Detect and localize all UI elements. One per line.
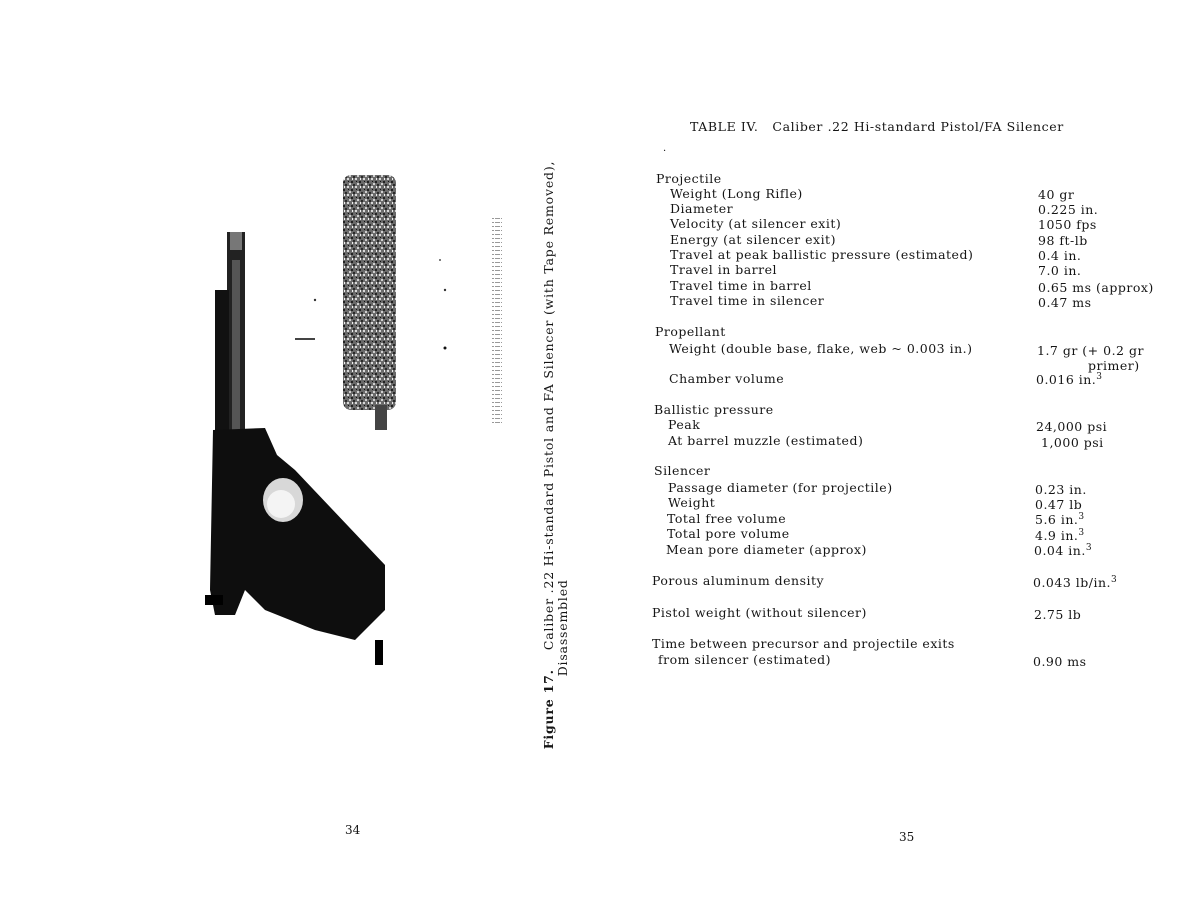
table-title [690, 119, 1064, 134]
row-label: Travel in barrel [670, 262, 778, 277]
row-label: Travel time in barrel [670, 278, 812, 293]
caption-line-2: Disassembled [555, 579, 570, 677]
pistol-grip [210, 428, 385, 640]
row-label: Weight (Long Rifle) [670, 186, 803, 201]
row-value: 4.9 in.$^3$ [1035, 528, 1085, 543]
row-value: 7.0 in. [1038, 263, 1082, 278]
row-value: 24,000 psi [1036, 419, 1108, 434]
row-label: Travel at peak ballistic pressure (estimated) [670, 247, 974, 262]
row-label: Weight (double base, flake, web ~ 0.003 in.) [669, 341, 973, 356]
row-label: Energy (at silencer exit) [670, 232, 836, 247]
row-label-continued: from silencer (estimated) [658, 652, 831, 667]
row-label: Chamber volume [669, 371, 785, 386]
row-label: Time between precursor and projectile exits [652, 636, 955, 651]
row-label: Travel time in silencer [670, 293, 825, 308]
row-value: 0.47 lb [1035, 497, 1083, 512]
row-value: 1,000 psi [1041, 435, 1104, 450]
row-value: 40 gr [1038, 187, 1075, 202]
row-value: 0.90 ms [1033, 654, 1087, 669]
row-label: Porous aluminum density [652, 573, 825, 588]
table-label: TABLE IV. [690, 119, 759, 134]
section-heading: Ballistic pressure [654, 402, 774, 417]
row-value: 0.225 in. [1038, 202, 1099, 217]
right-page [590, 0, 1182, 914]
silencer-tube [343, 175, 396, 410]
section-heading: Silencer [654, 463, 711, 478]
row-label: Peak [668, 417, 701, 432]
pistol-silencer-photo [195, 170, 525, 670]
row-value: 0.04 in.$^3$ [1034, 543, 1093, 558]
page-number-left: 34 [345, 823, 361, 837]
row-value-continued: primer) [1088, 358, 1140, 373]
row-value: 1050 fps [1038, 217, 1097, 232]
row-label: Passage diameter (for projectile) [668, 480, 893, 495]
row-label: Diameter [670, 201, 734, 216]
section-heading: Projectile [656, 171, 722, 186]
row-label: Mean pore diameter (approx) [666, 542, 867, 557]
row-value: 0.4 in. [1038, 248, 1082, 263]
row-label: At barrel muzzle (estimated) [668, 433, 864, 448]
row-label: Total free volume [667, 511, 787, 526]
figure-label: Figure 17. [541, 669, 556, 750]
scale-ruler [492, 215, 502, 425]
row-value: 98 ft-lb [1038, 233, 1088, 248]
stray-mark: · [663, 146, 667, 157]
left-page [0, 0, 590, 914]
caption-line-1: Caliber .22 Hi-standard Pistol and FA Silencer (with Tape Removed), [541, 160, 556, 651]
row-value: 0.23 in. [1035, 482, 1087, 497]
row-value: 1.7 gr (+ 0.2 gr [1037, 343, 1144, 358]
row-label: Total pore volume [667, 526, 790, 541]
row-value: 2.75 lb [1034, 607, 1082, 622]
row-value: 0.47 ms [1038, 295, 1092, 310]
row-label: Velocity (at silencer exit) [670, 216, 842, 231]
row-label: Weight [668, 495, 716, 510]
row-value: 5.6 in.$^3$ [1035, 512, 1085, 527]
page-number-right: 35 [899, 830, 915, 844]
row-value: 0.043 lb/in.$^3$ [1033, 575, 1118, 590]
row-label: Pistol weight (without silencer) [652, 605, 867, 620]
row-value: 0.016 in.$^3$ [1036, 372, 1103, 387]
section-heading: Propellant [655, 324, 726, 339]
row-value: 0.65 ms (approx) [1038, 280, 1154, 295]
table-title-text: Caliber .22 Hi-standard Pistol/FA Silencer [772, 119, 1064, 134]
